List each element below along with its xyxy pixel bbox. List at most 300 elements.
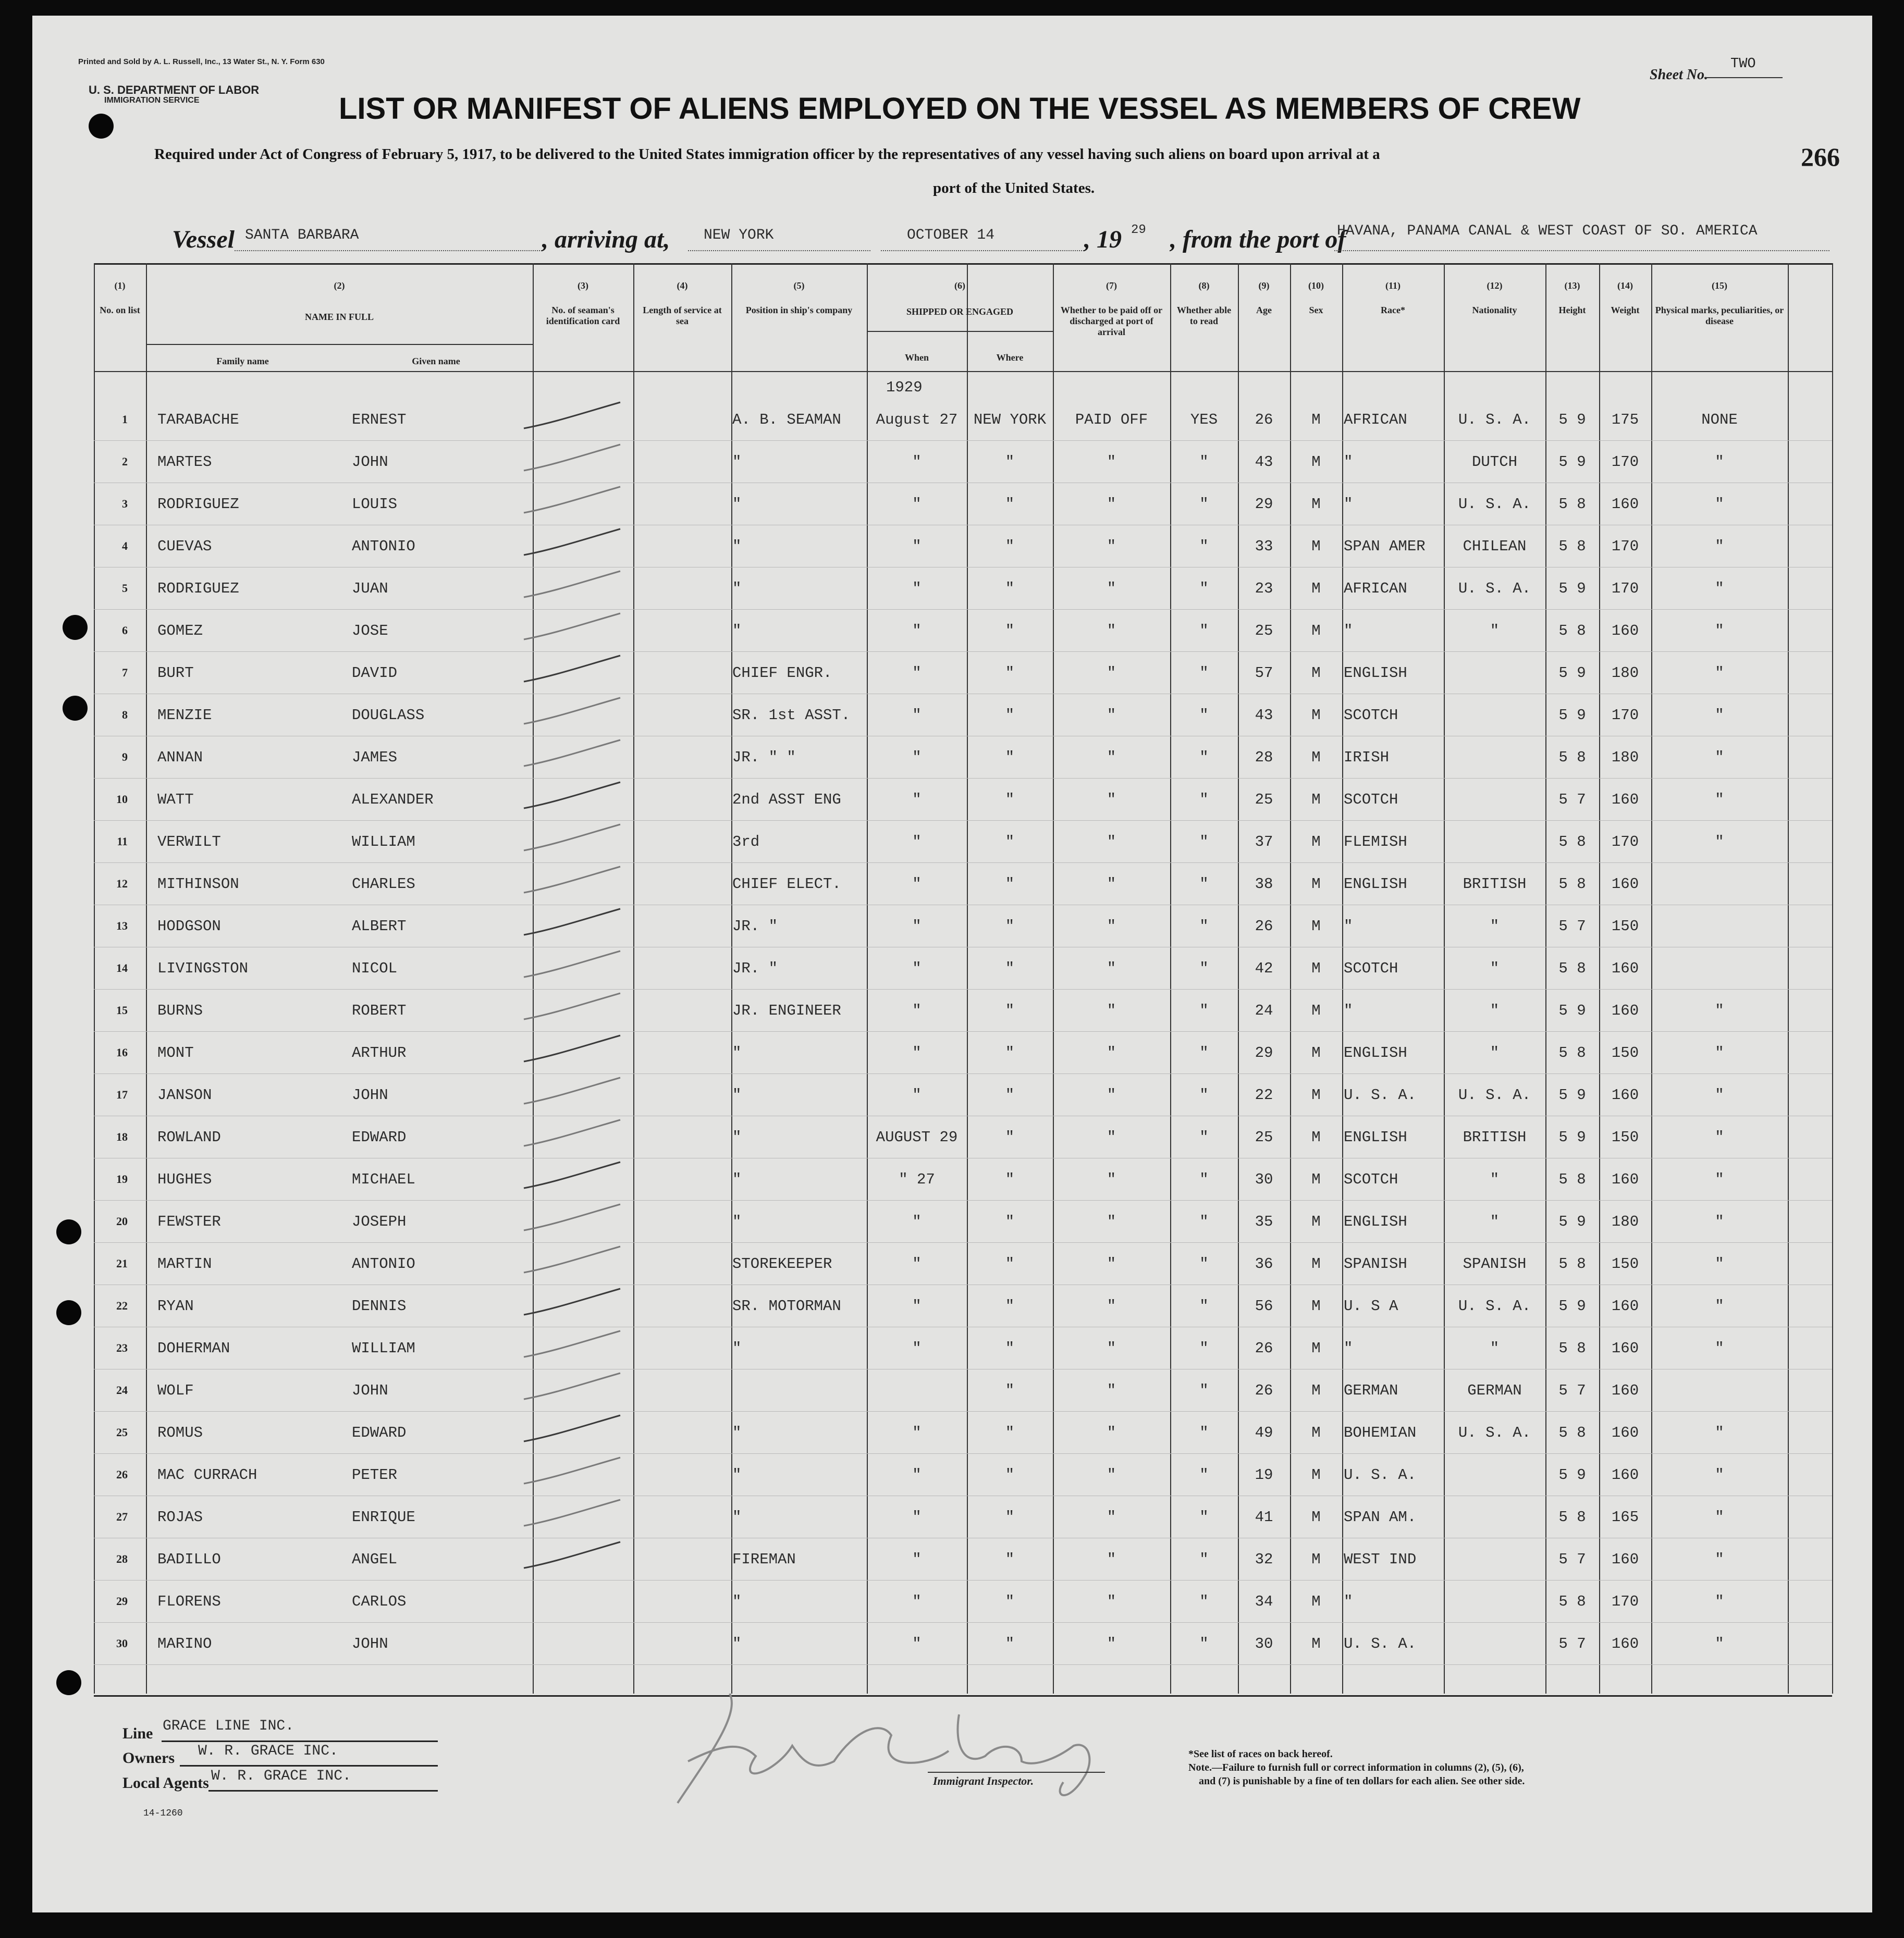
cell-marks: " [1715, 1635, 1724, 1652]
year-entry: 1929 [886, 379, 923, 396]
cell-read: " [1199, 538, 1209, 555]
column-subheading: Family name [216, 356, 269, 366]
date-underline [881, 250, 1084, 251]
cell-race: BOHEMIAN [1344, 1424, 1417, 1441]
column-rule [1444, 263, 1445, 1694]
cell-marks: " [1715, 1255, 1724, 1273]
cell-position: " [732, 453, 742, 471]
column-number: (4) [677, 280, 688, 291]
cell-nationality: CHILEAN [1463, 538, 1527, 555]
pencil-check-icon [521, 653, 625, 689]
cell-position: " [732, 1593, 742, 1610]
cell-height: 5 9 [1558, 1298, 1586, 1315]
cell-read: YES [1190, 411, 1218, 428]
cell-marks: " [1715, 791, 1724, 808]
row-rule [94, 1073, 1832, 1074]
requirement-line-2: port of the United States. [933, 180, 1095, 196]
cell-race: U. S. A. [1344, 1087, 1417, 1104]
column-heading: Whether able to read [1176, 305, 1232, 326]
cell-given: PETER [352, 1466, 398, 1484]
column-subheading: Given name [412, 356, 460, 366]
cell-age: 28 [1255, 749, 1273, 766]
cell-read: " [1199, 580, 1209, 597]
cell-age: 29 [1255, 1044, 1273, 1061]
cell-sex: M [1311, 1466, 1321, 1484]
cell-race: FLEMISH [1344, 833, 1407, 850]
vessel-underline [235, 250, 542, 251]
row-number: 17 [116, 1088, 128, 1101]
row-rule [94, 989, 1832, 990]
cell-where: " [1005, 580, 1015, 597]
cell-family: BURT [157, 664, 194, 682]
cell-race: AFRICAN [1344, 580, 1407, 597]
punch-hole [56, 1300, 81, 1325]
cell-given: DENNIS [352, 1298, 407, 1315]
cell-marks: " [1715, 1466, 1724, 1484]
row-number: 23 [116, 1341, 128, 1354]
pencil-check-icon [521, 1286, 625, 1323]
cell-nationality: " [1490, 960, 1500, 977]
cell-given: EDWARD [352, 1129, 407, 1146]
department: U. S. DEPARTMENT OF LABOR [89, 83, 260, 96]
cell-sex: M [1311, 1213, 1321, 1230]
pencil-check-icon [521, 1371, 625, 1407]
cell-paid: " [1107, 707, 1116, 724]
cell-age: 29 [1255, 496, 1273, 513]
cell-nationality: " [1490, 1340, 1500, 1357]
cell-height: 5 9 [1558, 1087, 1586, 1104]
row-rule [94, 778, 1832, 779]
cell-weight: 160 [1611, 1551, 1639, 1568]
cell-sex: M [1311, 791, 1321, 808]
cell-where: " [1005, 1340, 1015, 1357]
cell-marks: " [1715, 453, 1724, 471]
cell-read: " [1199, 622, 1209, 639]
cell-where: " [1005, 833, 1015, 850]
cell-position: 2nd ASST ENG [732, 791, 841, 808]
cell-where: " [1005, 1129, 1015, 1146]
cell-when: " [912, 1255, 922, 1273]
cell-where: " [1005, 1424, 1015, 1441]
cell-sex: M [1311, 875, 1321, 893]
row-number: 22 [116, 1299, 128, 1312]
cell-height: 5 8 [1558, 960, 1586, 977]
cell-age: 49 [1255, 1424, 1273, 1441]
cell-weight: 180 [1611, 749, 1639, 766]
pencil-check-icon [521, 780, 625, 816]
cell-family: FEWSTER [157, 1213, 221, 1230]
cell-paid: " [1107, 1382, 1116, 1399]
cell-where: " [1005, 1044, 1015, 1061]
cell-weight: 160 [1611, 622, 1639, 639]
cell-given: JOHN [352, 1382, 388, 1399]
cell-nationality: " [1490, 622, 1500, 639]
cell-paid: " [1107, 749, 1116, 766]
cell-race: " [1344, 453, 1353, 471]
cell-position: " [732, 580, 742, 597]
cell-age: 26 [1255, 918, 1273, 935]
cell-family: DOHERMAN [157, 1340, 230, 1357]
vessel-value: SANTA BARBARA [245, 227, 359, 243]
cell-nationality: BRITISH [1463, 1129, 1527, 1146]
cell-paid: " [1107, 664, 1116, 682]
pencil-check-icon [521, 1075, 625, 1112]
arriving-label: , arriving at, [542, 226, 670, 253]
cell-position: SR. MOTORMAN [732, 1298, 841, 1315]
cell-when: " [912, 1466, 922, 1484]
cell-where: " [1005, 1551, 1015, 1568]
cell-sex: M [1311, 1129, 1321, 1146]
cell-position: " [732, 1129, 742, 1146]
cell-race: " [1344, 1593, 1353, 1610]
cell-paid: " [1107, 960, 1116, 977]
cell-when: " [912, 707, 922, 724]
row-rule [94, 862, 1832, 863]
cell-when: " [912, 538, 922, 555]
row-rule [94, 1031, 1832, 1032]
cell-given: DOUGLASS [352, 707, 425, 724]
cell-nationality: U. S. A. [1458, 1298, 1531, 1315]
row-rule [94, 440, 1832, 441]
cell-when: " [912, 1340, 922, 1357]
cell-given: WILLIAM [352, 833, 415, 850]
cell-age: 37 [1255, 833, 1273, 850]
cell-where: NEW YORK [973, 411, 1047, 428]
cell-weight: 160 [1611, 791, 1639, 808]
punch-hole [63, 615, 88, 640]
pencil-check-icon [521, 822, 625, 858]
from-label: , from the port of [1170, 226, 1346, 253]
cell-race: AFRICAN [1344, 411, 1407, 428]
cell-paid: " [1107, 791, 1116, 808]
owners-underline [180, 1765, 438, 1767]
cell-paid: " [1107, 833, 1116, 850]
cell-race: ENGLISH [1344, 1129, 1407, 1146]
cell-paid: " [1107, 1298, 1116, 1315]
cell-marks: " [1715, 1424, 1724, 1441]
cell-age: 56 [1255, 1298, 1273, 1315]
cell-paid: " [1107, 1340, 1116, 1357]
cell-race: " [1344, 622, 1353, 639]
row-number: 15 [116, 1004, 128, 1017]
pencil-check-icon [521, 611, 625, 647]
cell-race: SPANISH [1344, 1255, 1407, 1273]
cell-when: " [912, 664, 922, 682]
cell-read: " [1199, 1213, 1209, 1230]
cell-where: " [1005, 1298, 1015, 1315]
cell-when: " [912, 622, 922, 639]
cell-height: 5 9 [1558, 1466, 1586, 1484]
cell-height: 5 9 [1558, 1002, 1586, 1019]
column-heading: Sex [1309, 305, 1323, 315]
cell-race: " [1344, 496, 1353, 513]
cell-family: RODRIGUEZ [157, 496, 239, 513]
cell-family: MONT [157, 1044, 194, 1061]
cell-marks: " [1715, 1087, 1724, 1104]
column-number: (12) [1487, 280, 1503, 291]
row-number: 10 [116, 793, 128, 806]
pencil-check-icon [521, 1328, 625, 1365]
column-rule [94, 263, 95, 1694]
from-underline [1334, 250, 1829, 251]
agents-label: Local Agents [122, 1774, 209, 1792]
cell-read: " [1199, 1382, 1209, 1399]
pencil-check-icon [521, 948, 625, 985]
cell-age: 36 [1255, 1255, 1273, 1273]
cell-position: SR. 1st ASST. [732, 707, 851, 724]
cell-paid: " [1107, 1593, 1116, 1610]
cell-weight: 160 [1611, 960, 1639, 977]
cell-when: " [912, 1213, 922, 1230]
cell-height: 5 7 [1558, 1551, 1586, 1568]
cell-paid: " [1107, 1635, 1116, 1652]
cell-sex: M [1311, 1593, 1321, 1610]
note-line-1: Note.—Failure to furnish full or correct information in columns (2), (5), (6), [1188, 1762, 1524, 1773]
cell-sex: M [1311, 496, 1321, 513]
cell-position: A. B. SEAMAN [732, 411, 841, 428]
cell-sex: M [1311, 622, 1321, 639]
cell-age: 25 [1255, 1129, 1273, 1146]
cell-read: " [1199, 1593, 1209, 1610]
cell-when: August 27 [876, 411, 958, 428]
cell-when: " [912, 749, 922, 766]
row-number: 5 [122, 582, 128, 595]
row-number: 27 [116, 1510, 128, 1523]
cell-given: EDWARD [352, 1424, 407, 1441]
column-heading: Race* [1381, 305, 1405, 315]
column-heading: Nationality [1472, 305, 1517, 315]
column-number: (6) [954, 280, 965, 291]
cell-paid: " [1107, 1255, 1116, 1273]
row-number: 8 [122, 708, 128, 721]
cell-race: SPAN AM. [1344, 1509, 1417, 1526]
arriving-value: NEW YORK [704, 227, 774, 243]
row-number: 30 [116, 1637, 128, 1650]
cell-position: " [732, 496, 742, 513]
column-heading: No. on list [100, 305, 140, 315]
cell-age: 41 [1255, 1509, 1273, 1526]
pencil-check-icon [521, 526, 625, 563]
cell-where: " [1005, 538, 1015, 555]
cell-nationality: U. S. A. [1458, 1424, 1531, 1441]
cell-position: JR. ENGINEER [732, 1002, 841, 1019]
cell-nationality: GERMAN [1467, 1382, 1522, 1399]
cell-position: " [732, 538, 742, 555]
cell-marks: " [1715, 1129, 1724, 1146]
cell-race: ENGLISH [1344, 1044, 1407, 1061]
cell-age: 26 [1255, 411, 1273, 428]
cell-age: 33 [1255, 538, 1273, 555]
cell-read: " [1199, 1171, 1209, 1188]
pencil-check-icon [521, 569, 625, 605]
header-subrule [146, 344, 533, 345]
column-rule [1342, 263, 1343, 1694]
punch-hole [63, 696, 88, 721]
cell-marks: " [1715, 1551, 1724, 1568]
column-subheading: Where [996, 352, 1024, 363]
cell-family: ROJAS [157, 1509, 203, 1526]
cell-where: " [1005, 1002, 1015, 1019]
row-number: 4 [122, 539, 128, 552]
cell-position: " [732, 1635, 742, 1652]
form-code: 14-1260 [143, 1808, 183, 1819]
cell-age: 22 [1255, 1087, 1273, 1104]
row-number: 7 [122, 666, 128, 679]
cell-position: " [732, 1171, 742, 1188]
row-number: 20 [116, 1215, 128, 1228]
cell-paid: " [1107, 1424, 1116, 1441]
cell-family: MARTIN [157, 1255, 212, 1273]
row-rule [94, 1622, 1832, 1623]
cell-marks: " [1715, 538, 1724, 555]
row-number: 13 [116, 919, 128, 932]
row-number: 9 [122, 750, 128, 763]
cell-read: " [1199, 453, 1209, 471]
cell-family: BADILLO [157, 1551, 221, 1568]
cell-weight: 180 [1611, 1213, 1639, 1230]
cell-where: " [1005, 1635, 1015, 1652]
cell-sex: M [1311, 1509, 1321, 1526]
cell-where: " [1005, 1171, 1015, 1188]
cell-when: " [912, 875, 922, 893]
cell-sex: M [1311, 918, 1321, 935]
cell-height: 5 9 [1558, 1129, 1586, 1146]
punch-hole [56, 1219, 81, 1244]
cell-read: " [1199, 664, 1209, 682]
punch-hole [56, 1670, 81, 1695]
pencil-check-icon [521, 484, 625, 521]
cell-read: " [1199, 1087, 1209, 1104]
cell-weight: 160 [1611, 496, 1639, 513]
cell-family: WATT [157, 791, 194, 808]
cell-sex: M [1311, 960, 1321, 977]
cell-read: " [1199, 791, 1209, 808]
cell-family: GOMEZ [157, 622, 203, 639]
cell-nationality: U. S. A. [1458, 411, 1531, 428]
cell-family: VERWILT [157, 833, 221, 850]
row-rule [94, 1664, 1832, 1665]
cell-when: " [912, 1593, 922, 1610]
agents-value: W. R. GRACE INC. [211, 1768, 351, 1784]
cell-when: " [912, 960, 922, 977]
cell-age: 30 [1255, 1171, 1273, 1188]
cell-race: ENGLISH [1344, 664, 1407, 682]
cell-read: " [1199, 1551, 1209, 1568]
row-number: 21 [116, 1257, 128, 1270]
cell-given: JOHN [352, 1087, 388, 1104]
cell-marks: " [1715, 1171, 1724, 1188]
cell-height: 5 9 [1558, 580, 1586, 597]
cell-position: " [732, 1044, 742, 1061]
cell-paid: " [1107, 1129, 1116, 1146]
requirement-line-1: Required under Act of Congress of February 5, 1917, to be delivered to the United States immigration officer by the representatives of any vessel having such aliens on board upon arrival at a [154, 146, 1380, 163]
cell-weight: 160 [1611, 1171, 1639, 1188]
cell-height: 5 8 [1558, 749, 1586, 766]
cell-where: " [1005, 918, 1015, 935]
column-number: (9) [1258, 280, 1270, 291]
cell-read: " [1199, 1466, 1209, 1484]
cell-family: MARTES [157, 453, 212, 471]
cell-marks: " [1715, 1593, 1724, 1610]
cell-height: 5 8 [1558, 1044, 1586, 1061]
cell-weight: 170 [1611, 538, 1639, 555]
cell-when: " [912, 1298, 922, 1315]
cell-position: CHIEF ENGR. [732, 664, 832, 682]
cell-marks: " [1715, 707, 1724, 724]
cell-marks: " [1715, 496, 1724, 513]
row-number: 11 [117, 835, 128, 848]
cell-weight: 150 [1611, 1129, 1639, 1146]
from-port-value: HAVANA, PANAMA CANAL & WEST COAST OF SO. AMERICA [1337, 223, 1758, 239]
cell-read: " [1199, 1509, 1209, 1526]
cell-position: " [732, 1340, 742, 1357]
cell-given: ENRIQUE [352, 1509, 415, 1526]
cell-sex: M [1311, 664, 1321, 682]
column-number: (8) [1198, 280, 1210, 291]
cell-weight: 160 [1611, 1635, 1639, 1652]
cell-age: 26 [1255, 1382, 1273, 1399]
cell-weight: 160 [1611, 1002, 1639, 1019]
cell-read: " [1199, 707, 1209, 724]
cell-read: " [1199, 918, 1209, 935]
cell-sex: M [1311, 1087, 1321, 1104]
column-number: (15) [1712, 280, 1727, 291]
sheet-label: Sheet No. [1650, 67, 1708, 83]
cell-given: NICOL [352, 960, 398, 977]
cell-when: AUGUST 29 [876, 1129, 958, 1146]
cell-weight: 150 [1611, 1044, 1639, 1061]
cell-where: " [1005, 791, 1015, 808]
cell-age: 34 [1255, 1593, 1273, 1610]
cell-age: 57 [1255, 664, 1273, 682]
column-number: (7) [1106, 280, 1117, 291]
cell-weight: 160 [1611, 1424, 1639, 1441]
cell-family: MAC CURRACH [157, 1466, 257, 1484]
column-heading: Whether to be paid off or discharged at port of arrival [1060, 305, 1163, 337]
pencil-check-icon [521, 1539, 625, 1576]
column-rule [633, 263, 634, 1694]
cell-age: 35 [1255, 1213, 1273, 1230]
column-number: (1) [114, 280, 126, 291]
cell-race: SCOTCH [1344, 707, 1398, 724]
cell-given: LOUIS [352, 496, 398, 513]
cell-read: " [1199, 1340, 1209, 1357]
row-number: 16 [116, 1046, 128, 1059]
cell-when: " [912, 791, 922, 808]
row-rule [94, 651, 1832, 652]
cell-age: 43 [1255, 453, 1273, 471]
column-heading: Weight [1611, 305, 1640, 315]
column-number: (3) [578, 280, 588, 291]
cell-position: FIREMAN [732, 1551, 796, 1568]
pencil-check-icon [521, 864, 625, 900]
pencil-check-icon [521, 1497, 625, 1534]
row-rule [94, 1453, 1832, 1454]
page-title: LIST OR MANIFEST OF ALIENS EMPLOYED ON THE VESSEL AS MEMBERS OF CREW [339, 92, 1581, 126]
column-heading: NAME IN FULL [304, 312, 374, 322]
cell-given: ANTONIO [352, 538, 415, 555]
row-number: 12 [116, 877, 128, 890]
cell-paid: PAID OFF [1075, 411, 1148, 428]
cell-when: " [912, 1635, 922, 1652]
cell-when: " [912, 1551, 922, 1568]
cell-where: " [1005, 664, 1015, 682]
cell-position: JR. " [732, 918, 778, 935]
cell-race: WEST IND [1344, 1551, 1417, 1568]
cell-given: MICHAEL [352, 1171, 415, 1188]
row-number: 26 [116, 1468, 128, 1481]
pencil-check-icon [521, 1244, 625, 1280]
